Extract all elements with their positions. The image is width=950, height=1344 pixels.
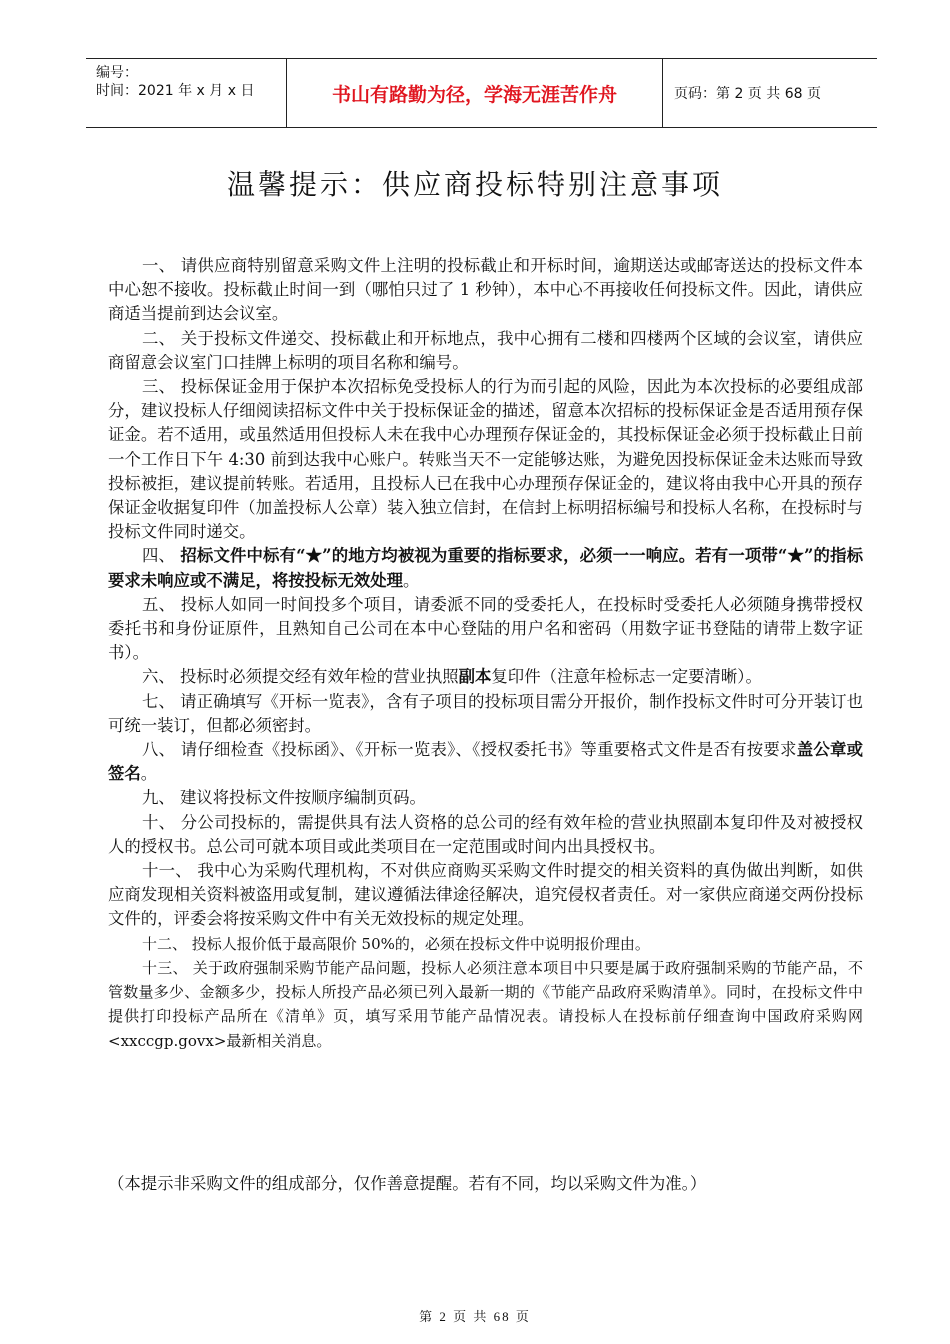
item-bold-text: 副本 [458,667,492,687]
header-meta-cell [86,59,287,127]
notice-item-13: 十三、 关于政府强制采购节能产品问题，投标人必须注意本项目中只要是属于政府强制采购的节能产品，不管数量多少、金额多少，投标人所投产品必须已列入最新一期的《节能产品政府采购清单》。同时，在投标文件中提供打印投标产品所在《清单》页，填写采用节能产品情况表。请投标人在投标前仔细查询中国政府采购网<xxccgp.govx>最新相关消息。 [108,958,863,1050]
notice-item-3: 三、 投标保证金用于保护本次招标免受投标人的行为而引起的风险，因此为本次投标的必要组成部分，建议投标人仔细阅读招标文件中关于投标保证金的描述，留意本次招标的投标保证金是否适用预存保证金。若不适用，或虽然适用但投标人未在我中心办理预存保证金的，其投标保证金必须于投标截止日前一个工作日下午 4:30 前到达我中心账户。转账当天不一定能够达账，为避免因投标保证金未达账而导致投标被拒，建议提前转账。若适用，且投标人已在我中心办理预存保证金的，建议将由我中心开具的预存保证金收据复印件（加盖投标人公章）装入独立信封，在信封上标明招标编号和投标人名称，在投标时与投标文件同时递交。 [108,377,863,542]
item-prefix: 六、 投标时必须提交经有效年检的营业执照 [142,667,459,687]
notice-item-7: 七、 请正确填写《开标一览表》，含有子项目的投标项目需分开报价，制作投标文件时可分开装订也可统一装订，但都必须密封。 [108,691,863,735]
notice-item-6 [108,665,863,689]
item-prefix: 四、 [142,546,181,566]
page-footer: 第 2 页 共 68 页 [419,1309,531,1324]
notice-item-2: 二、 关于投标文件递交、投标截止和开标地点，我中心拥有二楼和四楼两个区域的会议室，请供应商留意会议室门口挂牌上标明的项目名称和编号。 [108,328,863,372]
item-bold-text: 招标文件中标有“★”的地方均被视为重要的指标要求，必须一一响应。若有一项带“★”的指标要求未响应或不满足，将按投标无效处理 [108,546,863,590]
number-label: 编号： [96,65,138,81]
header-page-label: 页码：第 2 页 共 68 页 [674,86,821,102]
page-header [86,58,877,128]
notice-item-10: 十、 分公司投标的，需提供具有法人资格的总公司的经有效年检的营业执照副本复印件及对被授权人的授权书。总公司可就本项目或此类项目在一定范围或时间内出具授权书。 [108,812,863,856]
notice-item-1: 一、 请供应商特别留意采购文件上注明的投标截止和开标时间，逾期送达或邮寄送达的投标文件本中心恕不接收。投标截止时间一到（哪怕只过了 1 秒钟），本中心不再接收任何投标文件。因此，请供应商适当提前到达会议室。 [108,256,863,324]
notice-item-8 [108,738,863,786]
header-motto: 书山有路勤为径，学海无涯苦作舟 [287,59,663,127]
notice-item-4 [108,544,863,592]
notice-item-5: 五、 投标人如同一时间投多个项目，请委派不同的受委托人，在投标时受委托人必须随身携带授权委托书和身份证原件，且熟知自己公司在本中心登陆的用户名和密码（用数字证书登陆的请带上数字证书）。 [108,594,863,663]
item-suffix: 。 [140,764,158,784]
page-title: 温馨提示：供应商投标特别注意事项 [226,168,723,201]
notice-item-9: 九、 建议将投标文件按顺序编制页码。 [142,788,426,808]
item-suffix: 复印件（注意年检标志一定要清晰）。 [491,667,762,687]
item-bold-text: 盖公章或签名 [108,740,863,784]
item-suffix: 。 [403,570,420,590]
time-label: 时间：2021 年 x 月 x 日 [96,83,255,99]
notice-item-12: 十二、 投标人报价低于最高限价 50%的，必须在投标文件中说明报价理由。 [142,934,650,953]
notice-item-11: 十一、 我中心为采购代理机构，不对供应商购买采购文件时提交的相关资料的真伪做出判断，如供应商发现相关资料被盗用或复制，建议遵循法律途径解决，追究侵权者责任。对一家供应商递交两份投标文件的，评委会将按采购文件中有关无效投标的规定处理。 [108,861,863,929]
notice-body [108,254,863,1053]
item-prefix: 八、 请仔细检查《投标函》、《开标一览表》、《授权委托书》等重要格式文件是否有按要求 [142,740,797,760]
disclaimer-note: （本提示非采购文件的组成部分，仅作善意提醒。若有不同，均以采购文件为准。） [108,1174,707,1193]
